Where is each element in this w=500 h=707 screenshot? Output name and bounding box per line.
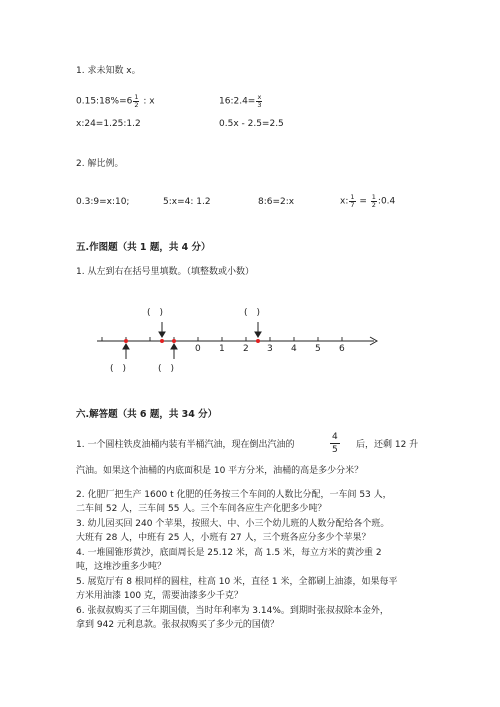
section-5-question-1: 1. 从左到右在括号里填数。（填整数或小数） [76,267,254,277]
up-arrow-1-head [123,344,129,349]
answer-bracket-bottom-1[interactable]: ( ) [110,364,127,374]
question-2-title: 2. 解比例。 [76,159,124,169]
proportion-2: 5:x=4: 1.2 [163,197,211,207]
problem-5-line-2: 方米用油漆 100 克，需要油漆多少千克？ [76,591,243,601]
section-6-heading: 六.解答题（共 6 题，共 34 分） [76,409,218,420]
proportion-3: 8:6=2:x [258,197,295,207]
answer-bracket-bottom-2[interactable]: ( ) [158,364,175,374]
tick-label-1: 1 [219,344,225,354]
red-point-3 [172,339,176,343]
tick-label-6: 6 [339,344,345,354]
problem-5-line-1: 5. 展览厅有 8 根同样的圆柱，柱高 10 米，直径 1 米，全都刷上油漆，如果每平 [76,577,398,587]
tick-label-2: 2 [243,344,249,354]
up-arrow-2-head [171,344,177,349]
fraction-one-half-b: $\frac{1}{2}$ [371,193,376,209]
problem-6-line-2: 拿到 942 元利息款。张叔叔购买了多少元的国债？ [76,620,279,630]
problem-6-line-1: 6. 张叔叔购买了三年期国债，当时年利率为 3.14%。到期时张叔叔除本金外， [76,606,389,616]
down-arrow-1-head [159,332,165,337]
problem-2-line-1: 2. 化肥厂把生产 1600 t 化肥的任务按三个车间的人数比分配，一车间 53 人， [76,490,392,500]
tick-label-4: 4 [291,344,297,354]
equation-2 [219,94,263,108]
fraction-one-half: $\frac{1}{2}$ [134,93,139,109]
answer-bracket-top-2[interactable]: ( ) [244,308,261,318]
section-5-heading: 五.作图题（共 1 题，共 4 分） [76,242,211,253]
tick-label-0: 0 [195,344,201,354]
tick-label-5: 5 [315,344,321,354]
problem-2-line-2: 二车间 52 人，三车间 55 人。三个车间各应生产化肥多少吨？ [76,504,327,514]
fraction-one-seventh: $\frac{1}{7}$ [350,193,355,209]
red-point-1 [124,339,128,343]
question-1-title: 1. 求未知数 x。 [76,66,141,76]
problem-4-line-1: 4. 一堆圆锥形黄沙，底面周长是 25.12 米，高 1.5 米，每立方米的黄沙重 2 [76,548,382,558]
equation-1 [76,94,155,108]
equation-4: 0.5x - 2.5=2.5 [219,119,284,129]
down-arrow-2-head [255,332,261,337]
problem-3-line-1: 3. 幼儿园买回 240 个苹果，按照大、中、小三个幼儿班的人数分配给各个班。 [76,519,390,529]
red-point-4 [256,339,260,343]
problem-1-line-1: 1. 一个圆柱铁皮油桶内装有半桶汽油，现在倒出汽油的 [76,440,295,450]
fraction-x-over-3: $\frac{x}{3}$ [257,93,262,109]
fraction-four-fifths: $\frac{4}{5}$ [332,432,338,455]
proportion-4: x: $\frac{1}{7}$ = $\frac{1}{2}$ :0.4 [340,193,396,209]
problem-1-line-1-end: 后，还剩 12 升 [356,440,419,450]
tick-label-3: 3 [267,344,273,354]
red-point-2 [160,339,164,343]
proportion-1: 0.3:9=x:10; [76,197,130,207]
answer-bracket-top-1[interactable]: ( ) [147,308,164,318]
equation-1-left: 0.15:18%=6 [76,96,133,107]
equation-1-right: : x [140,96,155,107]
equation-2-left: 16:2.4= [219,96,256,107]
problem-4-line-2: 吨，这堆沙重多少吨？ [76,562,167,572]
equation-3: x:24=1.25:1.2 [76,119,141,129]
problem-3-line-2: 大班有 28 人，中班有 25 人，小班有 27 人，三个班各应分多少个苹果？ [76,533,371,543]
problem-1-line-2: 汽油。如果这个油桶的内底面积是 10 平方分米，油桶的高是多少分米？ [76,466,364,476]
